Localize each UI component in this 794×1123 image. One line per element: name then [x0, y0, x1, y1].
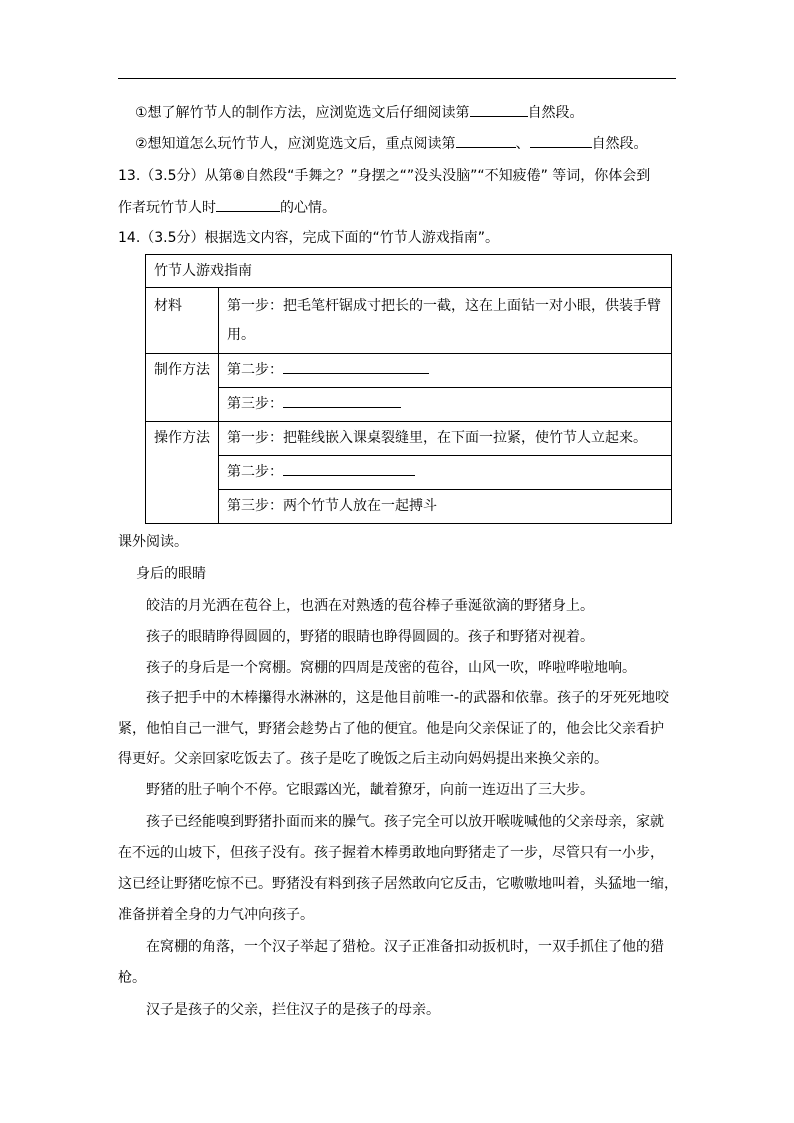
- paragraph-3: 孩子的身后是一个窝棚。窝棚的四周是茂密的苞谷，山风一吹，哗啦哗啦地响。: [146, 660, 636, 676]
- paragraph-4-line-1: 孩子把手中的木棒攥得水淋淋的，这是他目前唯一-的武器和依靠。孩子的牙死死地咬: [146, 690, 670, 706]
- q13-prefix: 作者玩竹节人时: [118, 200, 216, 216]
- section-heading: 课外阅读。: [118, 534, 188, 550]
- q12-item2-text: ②想知道怎么玩竹节人，应浏览选文后，重点阅读第: [135, 136, 456, 152]
- q12-item2-sep: 、: [515, 136, 530, 152]
- material-line-2: 用。: [227, 327, 255, 343]
- paragraph-6-line-3: 这已经让野猪吃惊不已。野猪没有料到孩子居然敢向它反击，它嗷嗷地叫着，头猛地一缩，: [118, 876, 678, 892]
- answer-blank[interactable]: [456, 133, 516, 148]
- material-label: 材料: [146, 288, 219, 354]
- paragraph-4-line-3: 得更好。父亲回家吃饭去了。孩子是吃了晚饭之后主动向妈妈提出来换父亲的。: [118, 751, 608, 767]
- header-rule: [118, 78, 676, 79]
- question-14-prompt: 14.（3.5分）根据选文内容，完成下面的“竹节人游戏指南”。: [118, 230, 500, 246]
- paragraph-7-line-1: 在窝棚的角落，一个汉子举起了猎枪。汉子正准备扣动扳机时，一双手抓住了他的猎: [146, 939, 664, 955]
- op-step2-cell: [219, 456, 672, 490]
- q13-suffix: 的心情。: [280, 200, 336, 216]
- table-row: [146, 422, 672, 456]
- table-row: [146, 354, 672, 388]
- question-13-line-2: [118, 197, 336, 218]
- answer-blank[interactable]: [283, 359, 429, 374]
- paragraph-1: 皎洁的月光洒在苞谷上，也洒在对熟透的苞谷棒子垂涎欲滴的野猪身上。: [146, 598, 594, 614]
- op-label: 操作方法: [146, 422, 219, 524]
- paragraph-8: 汉子是孩子的父亲，拦住汉子的是孩子的母亲。: [146, 1002, 440, 1018]
- table-row: [146, 288, 672, 354]
- material-line-1: 第一步：把毛笔杆锯成寸把长的一截，这在上面钻一对小眼，供装手臂: [227, 298, 661, 314]
- paragraph-6-line-1: 孩子已经能嗅到野猪扑面而来的臊气。孩子完全可以放开喉咙喊他的父亲母亲，家就: [146, 814, 664, 830]
- table-row: [146, 456, 672, 490]
- q12-item1-text: ①想了解竹节人的制作方法，应浏览选文后仔细阅读第: [135, 105, 470, 121]
- paragraph-2: 孩子的眼睛睁得圆圆的，野猪的眼睛也睁得圆圆的。孩子和野猪对视着。: [146, 629, 594, 645]
- table-title: 竹节人游戏指南: [146, 255, 672, 288]
- question-12-item-2: [135, 133, 648, 154]
- make-label: 制作方法: [146, 354, 219, 422]
- q12-item1-suffix: 自然段。: [527, 105, 584, 121]
- table-row: [146, 388, 672, 422]
- table-row: [146, 255, 672, 288]
- answer-blank[interactable]: [283, 461, 415, 476]
- question-12-item-1: [135, 102, 584, 123]
- paragraph-5: 野猪的肚子响个不停。它眼露凶光，龇着獠牙，向前一连迈出了三大步。: [146, 782, 594, 798]
- paragraph-6-line-2: 在不远的山坡下，但孩子没有。孩子握着木棒勇敢地向野猪走了一步，尽管只有一小步，: [118, 845, 664, 861]
- op-step1-cell: 第一步：把鞋线嵌入课桌裂缝里，在下面一拉紧，使竹节人立起来。: [219, 422, 672, 456]
- question-13-line-1: 13.（3.5分）从第⑧自然段“手舞之？”身摆之“”没头没脑”“不知疲倦” 等词，你体会到: [118, 168, 651, 184]
- game-guide-table: [145, 254, 672, 524]
- paragraph-4-line-2: 紧，他怕自己一泄气，野猪会趁势占了他的便宜。他是向父亲保证了的，他会比父亲看护: [118, 721, 664, 737]
- answer-blank[interactable]: [216, 197, 280, 212]
- table-row: [146, 490, 672, 524]
- make-step2-text: 第二步：: [227, 362, 283, 378]
- answer-blank[interactable]: [530, 133, 592, 148]
- answer-blank[interactable]: [470, 102, 528, 117]
- op-step2-text: 第二步：: [227, 464, 283, 480]
- story-title: 身后的眼睛: [136, 566, 206, 582]
- q12-item2-suffix: 自然段。: [591, 136, 648, 152]
- paragraph-7-line-2: 枪。: [118, 970, 146, 986]
- make-step2-cell: [219, 354, 672, 388]
- op-step3-cell: 第三步：两个竹节人放在一起搏斗: [219, 490, 672, 524]
- make-step3-cell: [219, 388, 672, 422]
- make-step3-text: 第三步：: [227, 396, 283, 412]
- answer-blank[interactable]: [283, 393, 401, 408]
- paragraph-6-line-4: 准备拼着全身的力气冲向孩子。: [118, 907, 314, 923]
- material-cell: [219, 288, 672, 354]
